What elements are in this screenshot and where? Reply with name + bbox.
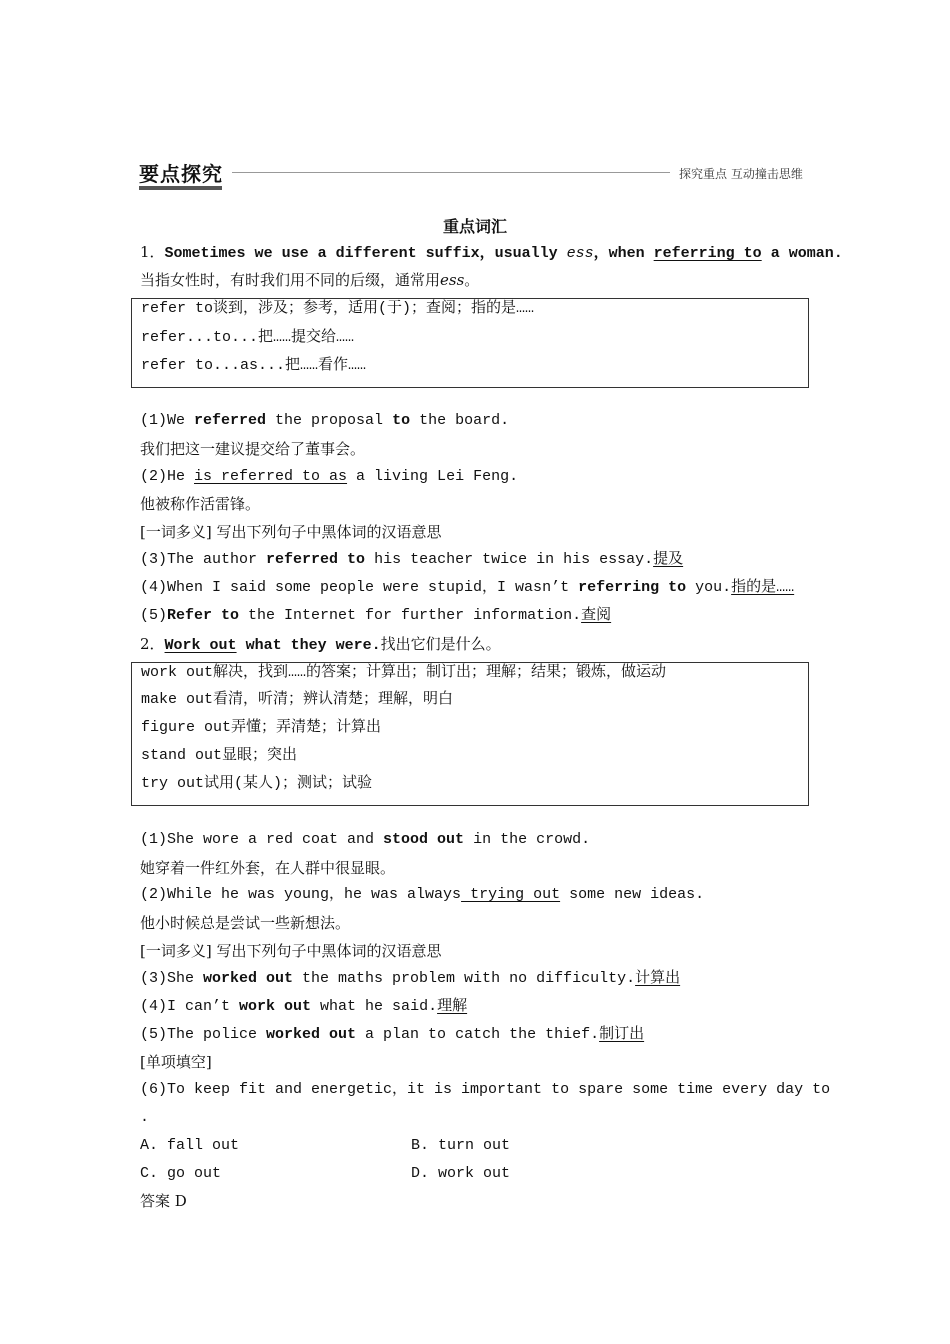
example-2-translation: 他小时候总是尝试一些新想法。 <box>140 914 351 932</box>
question-6-continuation: . <box>140 1109 150 1126</box>
example-2: (2)He is referred to as a living Lei Feng. <box>140 468 519 485</box>
item1-sentence: 1．Sometimes we use a different suffix，usually ess，when referring to a woman. <box>140 243 843 262</box>
example-5: (5)The police worked out a plan to catch the thief.制订出 <box>140 1026 645 1043</box>
header-underline <box>139 186 222 190</box>
usage-line: refer...to...把……提交给…… <box>141 329 355 346</box>
instruction: [一词多义] 写出下列句子中黑体词的汉语意思 <box>140 942 442 960</box>
option-a: A. fall out <box>140 1137 240 1154</box>
example-1-translation: 她穿着一件红外套，在人群中很显眼。 <box>140 859 396 877</box>
answer: 提及 <box>653 551 684 568</box>
key-phrase: Work out <box>164 637 237 654</box>
example-3: (3)The author referred to his teacher twice in his essay.提及 <box>140 551 684 568</box>
section-title: 重点词汇 <box>442 217 507 236</box>
example-5: (5)Refer to the Internet for further information.查阅 <box>140 607 612 624</box>
usage-line: make out看清，听清；辨认清楚；理解，明白 <box>141 691 454 708</box>
question-6: (6)To keep fit and energetic，it is important to spare some time every day to <box>140 1081 831 1098</box>
example-2-translation: 他被称作活雷锋。 <box>140 495 261 513</box>
answer: 指的是…… <box>731 579 795 596</box>
example-2: (2)While he was young，he was always trying out some new ideas. <box>140 886 705 903</box>
item1-usage-box <box>131 298 809 388</box>
item2-usage-box <box>131 662 809 806</box>
usage-line: figure out弄懂；弄清楚；计算出 <box>141 719 382 736</box>
example-4: (4)I can’t work out what he said.理解 <box>140 998 468 1015</box>
example-4: (4)When I said some people were stupid，I wasn’t referring to you.指的是…… <box>140 579 795 596</box>
example-1: (1)She wore a red coat and stood out in the crowd. <box>140 831 591 848</box>
option-d: D. work out <box>411 1165 511 1182</box>
section-header-title: 要点探究 <box>139 162 223 186</box>
usage-line: stand out显眼；突出 <box>141 747 298 764</box>
item2-sentence: 2．Work out what they were.找出它们是什么。 <box>140 635 501 654</box>
option-c: C. go out <box>140 1165 222 1182</box>
usage-line: work out解决，找到……的答案；计算出；制订出；理解；结果；锻炼，做运动 <box>141 664 667 681</box>
usage-line: refer to...as...把……看作…… <box>141 357 367 374</box>
answer: 查阅 <box>581 607 612 624</box>
key-phrase: referring to <box>653 245 762 262</box>
item1-translation: 当指女性时，有时我们用不同的后缀，通常用ess。 <box>140 271 480 289</box>
example-3: (3)She worked out the maths problem with no difficulty.计算出 <box>140 970 681 987</box>
answer-key: 答案 D <box>140 1192 187 1210</box>
header-divider <box>232 172 670 173</box>
example-1: (1)We referred the proposal to the board. <box>140 412 510 429</box>
answer: 计算出 <box>635 970 681 987</box>
answer: 理解 <box>437 998 468 1015</box>
header-subtitle: 探究重点 互动撞击思维 <box>679 167 803 181</box>
instruction: [一词多义] 写出下列句子中黑体词的汉语意思 <box>140 523 442 541</box>
option-b: B. turn out <box>411 1137 511 1154</box>
usage-line: try out试用(某人)；测试；试验 <box>141 775 373 792</box>
fill-in-label: [单项填空] <box>140 1053 212 1071</box>
example-1-translation: 我们把这一建议提交给了董事会。 <box>140 440 366 458</box>
usage-line: refer to谈到，涉及；参考，适用(于)；查阅；指的是…… <box>141 300 535 317</box>
answer: 制订出 <box>599 1026 645 1043</box>
